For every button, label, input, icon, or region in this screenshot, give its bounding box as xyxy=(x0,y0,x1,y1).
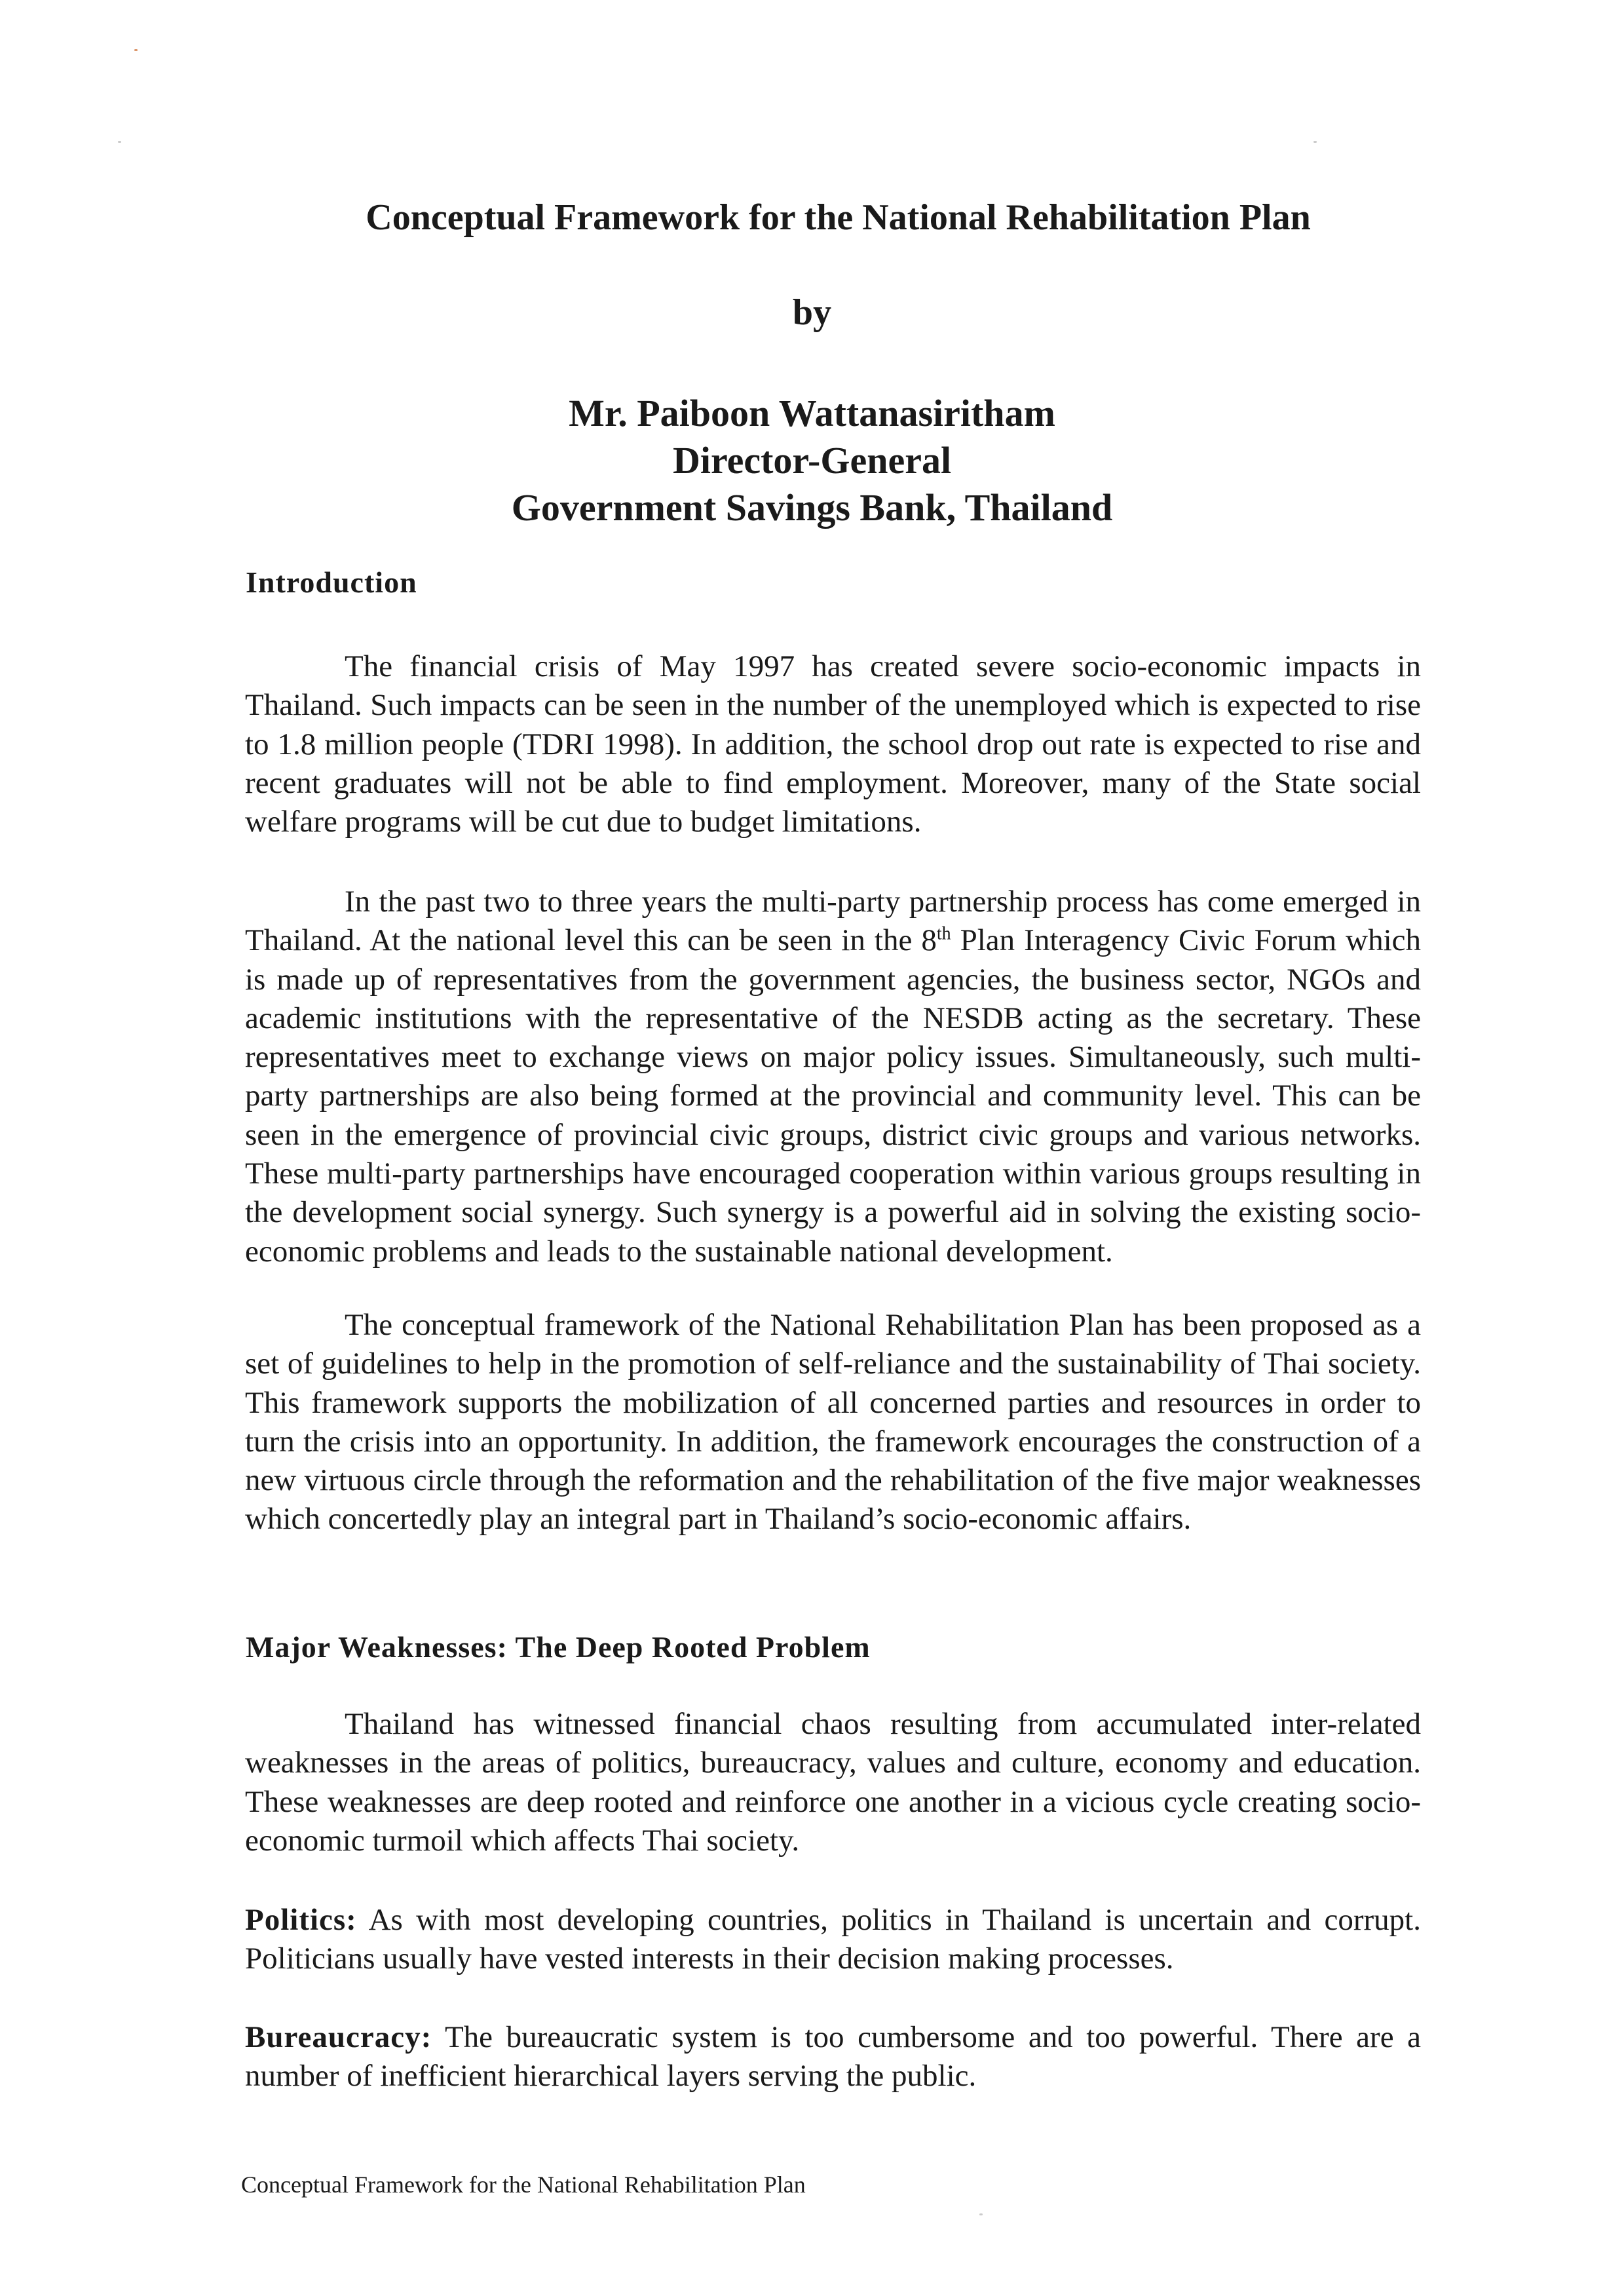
introduction-paragraph-1: The financial crisis of May 1997 has created severe socio-economic impacts in Thailand. Such impacts can be seen in the number of the unemployed which is expected to rise to 1.8 million people (TDRI 1998). In addition, the school drop out rate is expected to rise and recent graduates will not be able to find employment. Moreover, many of the State social welfare programs will be cut due to budget limitations. xyxy=(245,649,1421,839)
byline-by: by xyxy=(792,292,832,333)
bureaucracy-paragraph xyxy=(245,2018,1421,2096)
author-organization: Government Savings Bank, Thailand xyxy=(511,486,1113,529)
politics-text: As with most developing countries, politics in Thailand is uncertain and corrupt. Politicians usually have vested interests in their decision making processes. xyxy=(245,1903,1421,1976)
paragraph-2-text-start: In the past two to three years the multi-party partnership process has come emerged in Thailand. At the national level this can be seen in the 8 xyxy=(245,885,1421,958)
introduction-heading: Introduction xyxy=(246,565,417,599)
scan-speck xyxy=(118,141,121,143)
introduction-paragraph-2 xyxy=(245,883,1421,1271)
politics-label: Politics: xyxy=(245,1903,357,1937)
major-weaknesses-heading: Major Weaknesses: The Deep Rooted Problem xyxy=(246,1630,871,1664)
scan-speck xyxy=(134,49,138,51)
scan-speck xyxy=(1313,141,1317,143)
bureaucracy-text: The bureaucratic system is too cumbersome and too powerful. There are a number of inefficient hierarchical layers serving the public. xyxy=(245,2020,1421,2094)
document-title: Conceptual Framework for the National Rehabilitation Plan xyxy=(366,197,1311,238)
page-footer: Conceptual Framework for the National Rehabilitation Plan xyxy=(241,2172,806,2198)
author-position: Director-General xyxy=(672,439,952,482)
paragraph-2-text-end: Plan Interagency Civic Forum which is made up of representatives from the government agencies, the business sector, NGOs and academic institutions with the representative of the NESDB acting as the secretary. These representatives meet to exchange views on major policy issues. Simultaneously, such multi-party partnerships are also being formed at the provincial and community level. This can be seen in the emergence of provincial civic groups, district civic groups and various networks. These multi-party partnerships have encouraged cooperation within various groups resulting in the development social synergy. Such synergy is a powerful aid in solving the existing socio-economic problems and leads to the sustainable national development. xyxy=(245,923,1421,1269)
introduction-paragraph-3: The conceptual framework of the National Rehabilitation Plan has been proposed as a set of guidelines to help in the promotion of self-reliance and the sustainability of Thai society. This framework supports the mobilization of all concerned parties and resources in order to turn the crisis into an opportunity. In addition, the framework encourages the construction of a new virtuous circle through the reformation and the rehabilitation of the five major weaknesses which concertedly play an integral part in Thailand’s socio-economic affairs. xyxy=(245,1308,1421,1537)
author-name: Mr. Paiboon Wattanasiritham xyxy=(569,392,1055,434)
scan-speck xyxy=(979,2213,983,2215)
weaknesses-intro-paragraph: Thailand has witnessed financial chaos resulting from accumulated inter-related weaknesses in the areas of politics, bureaucracy, values and culture, economy and education. These weaknesses are deep rooted and reinforce one another in a vicious cycle creating socio-economic turmoil which affects Thai society. xyxy=(245,1707,1421,1858)
ordinal-superscript: th xyxy=(936,923,951,944)
bureaucracy-label: Bureaucracy: xyxy=(245,2020,432,2054)
politics-paragraph xyxy=(245,1901,1421,1979)
